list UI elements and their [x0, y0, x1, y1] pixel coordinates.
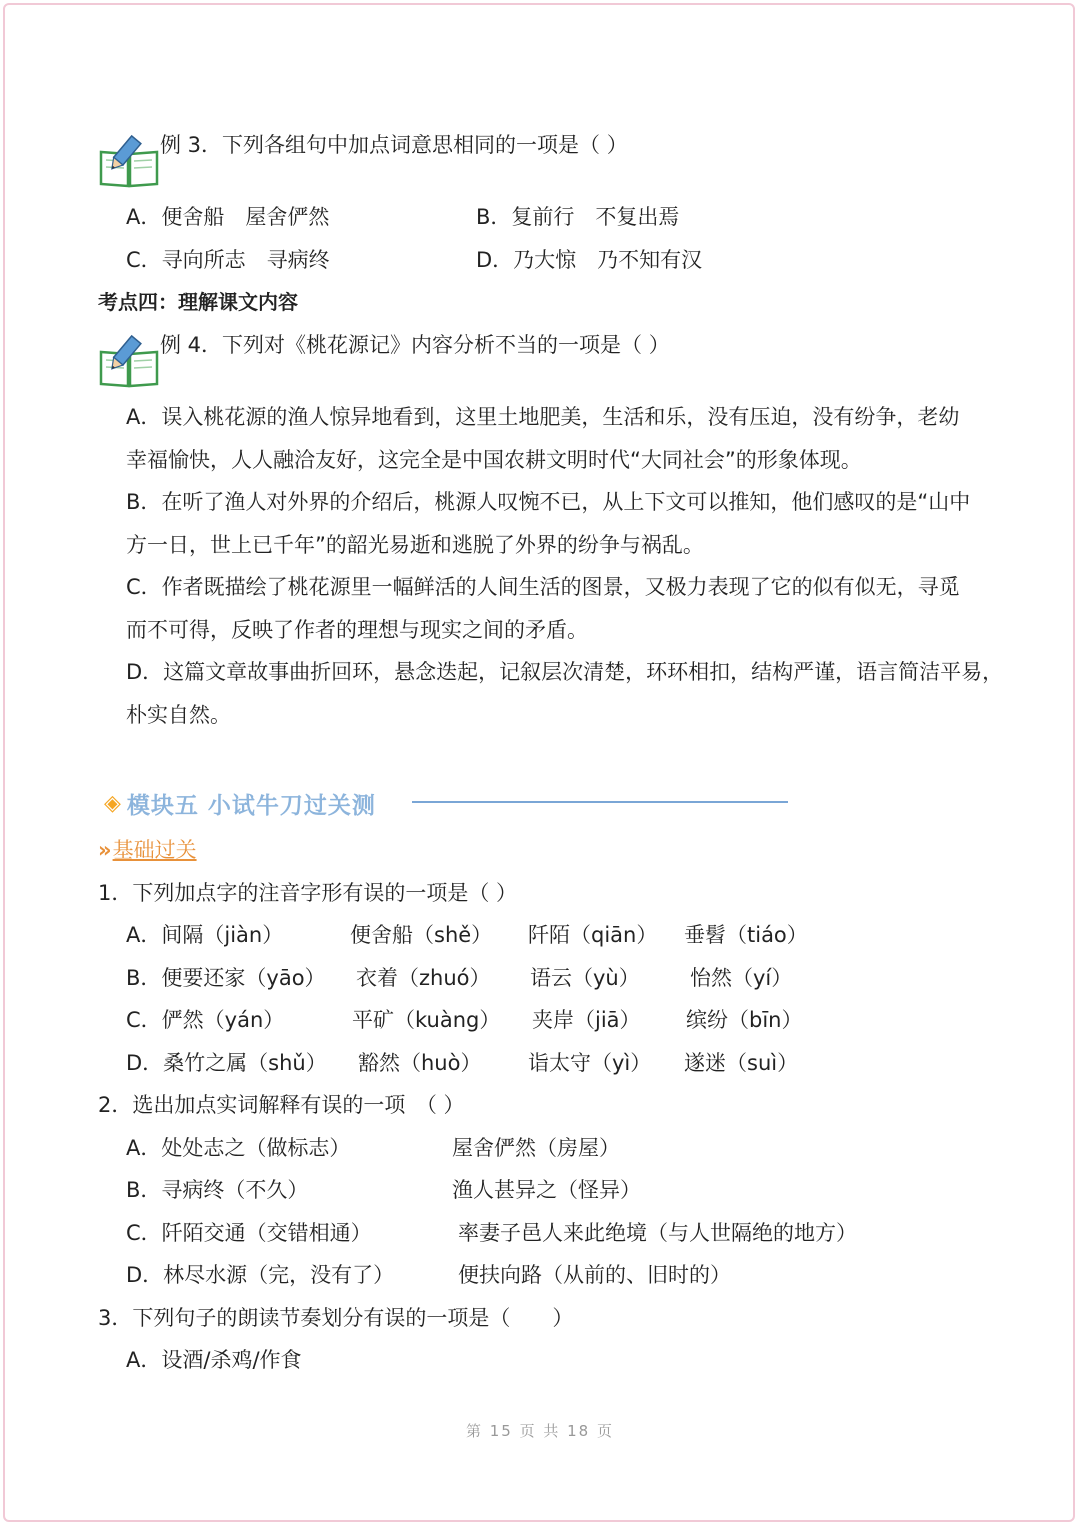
q1-option: 遂迷（suì）	[684, 1051, 799, 1075]
q1-option: B．便要还家（yāo）	[126, 966, 326, 990]
q1-option: 怡然（yí）	[690, 966, 793, 990]
q1-option: 衣着（zhuó）	[356, 966, 491, 990]
kaodian-4-heading: 考点四：理解课文内容	[98, 290, 298, 314]
example-4-line: A．误入桃花源的渔人惊异地看到，这里土地肥美，生活和乐，没有压迫，没有纷争，老幼	[126, 405, 960, 429]
example-4-line: D．这篇文章故事曲折回环，悬念迭起，记叙层次清楚，环环相扣，结构严谨，语言简洁平易，	[126, 660, 1004, 684]
q2-option: D．林尽水源（完，没有了）	[126, 1263, 395, 1287]
q1-option: C．俨然（yán）	[126, 1008, 285, 1032]
q1-option: 豁然（huò）	[358, 1051, 482, 1075]
q1-option: A．间隔（jiàn）	[126, 923, 284, 947]
module-title: 模块五 小试牛刀过关测	[126, 792, 376, 819]
q1-option: 垂髫（tiáo）	[684, 923, 808, 947]
module-heading	[104, 785, 376, 821]
example-4-line: C．作者既描绘了桃花源里一幅鲜活的人间生活的图景，又极力表现了它的似有似无，寻觅	[126, 575, 960, 599]
example-4-line: 方一日，世上已千年”的韶光易逝和逃脱了外界的纷争与祸乱。	[126, 533, 704, 557]
q1-option: 诣太守（yì）	[528, 1051, 652, 1075]
q2-option: 率妻子邑人来此绝境（与人世隔绝的地方）	[458, 1221, 857, 1245]
double-chevron-icon: »	[98, 838, 109, 862]
q2-option: 渔人甚异之（怪异）	[452, 1178, 641, 1202]
example-3-question: 例 3．下列各组句中加点词意思相同的一项是（ ）	[160, 133, 628, 157]
q2-option: A．处处志之（做标志）	[126, 1136, 351, 1160]
example-4-line: 朴实自然。	[126, 703, 231, 727]
q1-option: 便舍船（shě）	[350, 923, 493, 947]
q2-option: 便扶向路（从前的、旧时的）	[458, 1263, 731, 1287]
question-1: 1．下列加点字的注音字形有误的一项是（ ）	[98, 881, 518, 905]
example-3-option-a: A．便舍船 屋舍俨然	[126, 205, 330, 229]
subheading-basic	[98, 836, 197, 864]
q1-option: 夹岸（jiā）	[532, 1008, 641, 1032]
q1-option: D．桑竹之属（shǔ）	[126, 1051, 327, 1075]
page-footer: 第 15 页 共 18 页	[465, 1422, 614, 1440]
example-4-question: 例 4．下列对《桃花源记》内容分析不当的一项是（ ）	[160, 333, 670, 357]
diamond-icon: ◈	[104, 790, 121, 816]
question-3: 3．下列句子的朗读节奏划分有误的一项是（ ）	[98, 1306, 574, 1330]
subheading-text: 基础过关	[112, 838, 197, 862]
q3-option-a: A．设酒/杀鸡/作食	[126, 1348, 302, 1372]
q2-option: C．阡陌交通（交错相通）	[126, 1221, 372, 1245]
example-4-line: 而不可得，反映了作者的理想与现实之间的矛盾。	[126, 618, 588, 642]
example-3-option-c: C．寻向所志 寻病终	[126, 248, 330, 272]
q2-option: B．寻病终（不久）	[126, 1178, 309, 1202]
book-pencil-icon	[98, 334, 160, 388]
q1-option: 缤纷（bīn）	[686, 1008, 803, 1032]
q2-option: 屋舍俨然（房屋）	[452, 1136, 620, 1160]
question-2: 2．选出加点实词解释有误的一项 （ ）	[98, 1093, 465, 1117]
example-4-line: 幸福愉快，人人融洽友好，这完全是中国农耕文明时代“大同社会”的形象体现。	[126, 448, 862, 472]
q1-option: 语云（yù）	[530, 966, 640, 990]
module-divider	[412, 801, 788, 803]
q1-option: 平矿（kuàng）	[352, 1008, 501, 1032]
q1-option: 阡陌（qiān）	[528, 923, 658, 947]
example-4-line: B．在听了渔人对外界的介绍后，桃源人叹惋不已，从上下文可以推知，他们感叹的是“山中	[126, 490, 971, 514]
book-pencil-icon	[98, 134, 160, 188]
example-3-option-b: B．复前行 不复出焉	[476, 205, 680, 229]
example-3-option-d: D．乃大惊 乃不知有汉	[476, 248, 703, 272]
